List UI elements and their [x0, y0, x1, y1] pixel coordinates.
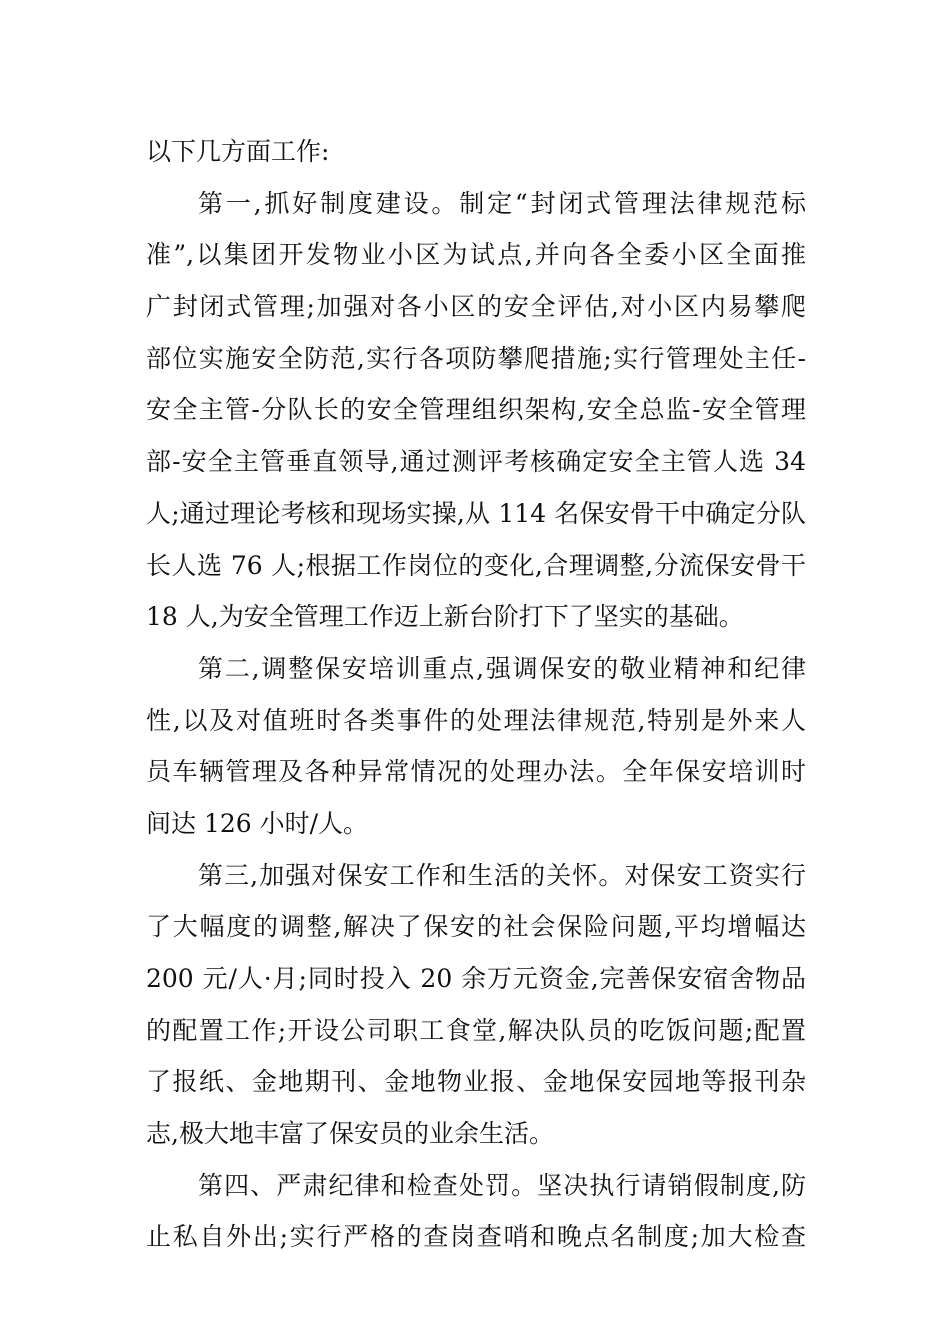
text-line: 了大幅度的调整,解决了保安的社会保险问题,平均增幅达: [146, 912, 806, 942]
text-line: 准”,以集团开发物业小区为试点,并向各全委小区全面推: [146, 240, 806, 270]
text-line: 性,以及对值班时各类事件的处理法律规范,特别是外来人: [146, 705, 806, 735]
text-line: 员车辆管理及各种异常情况的处理办法。全年保安培训时: [146, 757, 806, 787]
text-line: 安全主管-分队长的安全管理组织架构,安全总监-安全管理: [146, 395, 806, 425]
text-line: 了报纸、金地期刊、金地物业报、金地保安园地等报刊杂: [146, 1067, 806, 1097]
paragraph-first-line: 第三,加强对保安工作和生活的关怀。对保安工资实行: [198, 860, 806, 890]
text-line: 的配置工作;开设公司职工食堂,解决队员的吃饭问题;配置: [146, 1015, 806, 1045]
paragraph-first-line: 第二,调整保安培训重点,强调保安的敬业精神和纪律: [198, 653, 806, 683]
text-line: 间达 126 小时/人。: [146, 808, 369, 838]
text-line: 志,极大地丰富了保安员的业余生活。: [146, 1119, 554, 1149]
paragraph-first-line: 第一,抓好制度建设。制定“封闭式管理法律规范标: [198, 188, 806, 218]
text-line: 人;通过理论考核和现场实操,从 114 名保安骨干中确定分队: [146, 498, 806, 528]
text-line: 广封闭式管理;加强对各小区的安全评估,对小区内易攀爬: [146, 292, 806, 322]
text-line: 部-安全主管垂直领导,通过测评考核确定安全主管人选 34: [146, 447, 806, 477]
text-line: 长人选 76 人;根据工作岗位的变化,合理调整,分流保安骨干: [146, 550, 806, 580]
text-line: 部位实施安全防范,实行各项防攀爬措施;实行管理处主任-: [146, 343, 806, 373]
body-text: [146, 126, 806, 1263]
paragraph-first-line: 第四、严肃纪律和检查处罚。坚决执行请销假制度,防: [198, 1170, 806, 1200]
text-line: 止私自外出;实行严格的查岗查哨和晚点名制度;加大检查: [146, 1222, 806, 1252]
text-line: 以下几方面工作:: [146, 137, 330, 166]
text-line: 200 元/人·月;同时投入 20 余万元资金,完善保安宿舍物品: [146, 964, 806, 993]
text-line: 18 人,为安全管理工作迈上新台阶打下了坚实的基础。: [146, 602, 744, 632]
